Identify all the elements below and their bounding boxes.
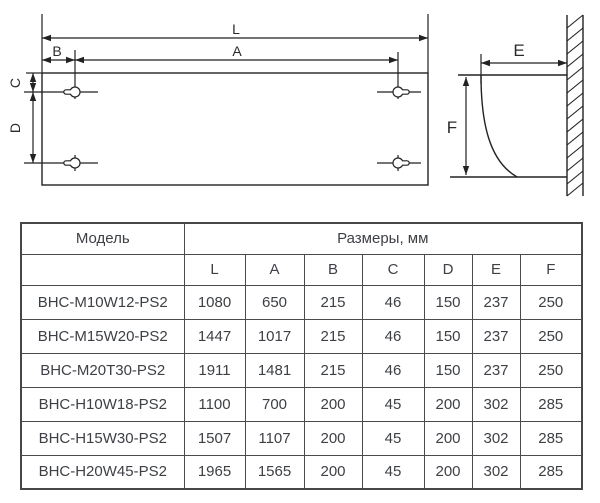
model-cell: BHC-H10W18-PS2 — [21, 387, 184, 421]
value-cell: 200 — [304, 421, 362, 455]
value-cell: 1507 — [184, 421, 245, 455]
value-cell: 250 — [520, 319, 582, 353]
value-cell: 46 — [362, 353, 424, 387]
value-cell: 1100 — [184, 387, 245, 421]
value-cell: 1965 — [184, 455, 245, 489]
model-cell: BHC-H15W30-PS2 — [21, 421, 184, 455]
model-cell: BHC-M20T30-PS2 — [21, 353, 184, 387]
dim-label-L: L — [232, 21, 240, 37]
table-row — [21, 421, 582, 455]
value-cell: 46 — [362, 319, 424, 353]
value-cell: 200 — [424, 455, 472, 489]
sizes-header: Размеры, мм — [184, 223, 582, 254]
dim-col-header-B: B — [304, 254, 362, 285]
dim-col-header-F: F — [520, 254, 582, 285]
wall-hatching — [567, 15, 583, 196]
value-cell: 215 — [304, 285, 362, 319]
dim-label-C: C — [7, 77, 23, 89]
empty-header-cell — [21, 254, 184, 285]
dim-col-header-D: D — [424, 254, 472, 285]
dim-col-header-C: C — [362, 254, 424, 285]
value-cell: 302 — [472, 455, 520, 489]
value-cell: 650 — [245, 285, 304, 319]
value-cell: 237 — [472, 319, 520, 353]
value-cell: 200 — [424, 421, 472, 455]
value-cell: 1107 — [245, 421, 304, 455]
value-cell: 1481 — [245, 353, 304, 387]
value-cell: 237 — [472, 353, 520, 387]
dim-label-D: D — [7, 122, 23, 134]
value-cell: 150 — [424, 353, 472, 387]
value-cell: 302 — [472, 387, 520, 421]
value-cell: 700 — [245, 387, 304, 421]
table-row — [21, 285, 582, 319]
dim-label-A: A — [232, 43, 242, 59]
value-cell: 45 — [362, 455, 424, 489]
value-cell: 250 — [520, 353, 582, 387]
dim-label-E: E — [513, 41, 525, 60]
model-cell: BHC-M10W12-PS2 — [21, 285, 184, 319]
value-cell: 150 — [424, 319, 472, 353]
table-row — [21, 387, 582, 421]
value-cell: 45 — [362, 387, 424, 421]
dim-label-F: F — [446, 118, 458, 137]
value-cell: 1447 — [184, 319, 245, 353]
dim-col-header-E: E — [472, 254, 520, 285]
dim-col-header-L: L — [184, 254, 245, 285]
value-cell: 285 — [520, 421, 582, 455]
value-cell: 1911 — [184, 353, 245, 387]
value-cell: 285 — [520, 455, 582, 489]
table-row — [21, 319, 582, 353]
value-cell: 237 — [472, 285, 520, 319]
value-cell: 45 — [362, 421, 424, 455]
front-view — [24, 14, 428, 185]
dimensions-table — [20, 222, 583, 490]
table-row — [21, 353, 582, 387]
dim-col-header-A: A — [245, 254, 304, 285]
side-profile-curve — [481, 75, 517, 177]
value-cell: 46 — [362, 285, 424, 319]
dim-label-B: B — [52, 43, 62, 59]
table-subheader-row — [21, 254, 582, 285]
dimension-diagram — [0, 0, 600, 212]
value-cell: 200 — [304, 455, 362, 489]
model-cell: BHC-H20W45-PS2 — [21, 455, 184, 489]
value-cell: 215 — [304, 353, 362, 387]
value-cell: 1017 — [245, 319, 304, 353]
model-header: Модель — [21, 223, 184, 254]
value-cell: 1565 — [245, 455, 304, 489]
value-cell: 1080 — [184, 285, 245, 319]
table-row — [21, 455, 582, 489]
value-cell: 200 — [304, 387, 362, 421]
value-cell: 215 — [304, 319, 362, 353]
model-cell: BHC-M15W20-PS2 — [21, 319, 184, 353]
value-cell: 150 — [424, 285, 472, 319]
value-cell: 302 — [472, 421, 520, 455]
value-cell: 250 — [520, 285, 582, 319]
value-cell: 200 — [424, 387, 472, 421]
table-header-row — [21, 223, 582, 254]
value-cell: 285 — [520, 387, 582, 421]
front-panel-outline — [42, 73, 428, 185]
